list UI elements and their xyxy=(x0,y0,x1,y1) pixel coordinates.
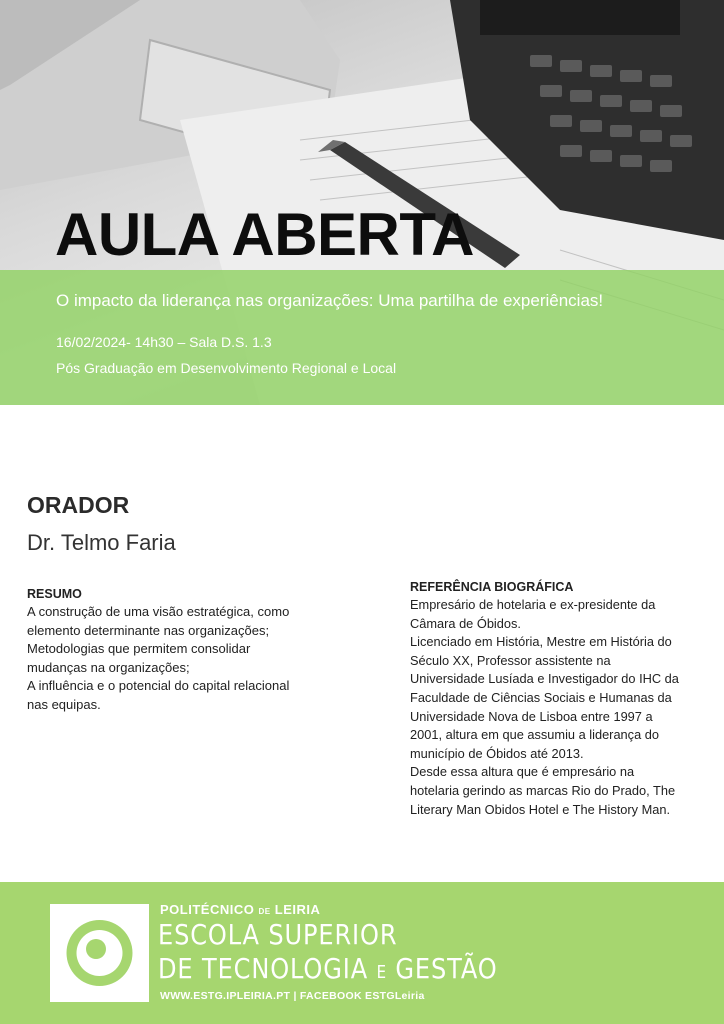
school-links: WWW.ESTG.IPLEIRIA.PT | FACEBOOK ESTGLeiria xyxy=(160,990,425,1002)
bio-line: 2001, altura em que assumiu a liderança do xyxy=(410,727,659,743)
bio-line: Desde essa altura que é empresário na xyxy=(410,764,635,780)
speaker-heading: ORADOR xyxy=(27,492,130,518)
footer xyxy=(0,882,724,1024)
bio-line: Universidade Lusíada e Investigador do IHC da xyxy=(410,671,679,687)
bio-line: hotelaria gerindo as marcas Rio do Prado, The xyxy=(410,782,676,798)
institution-name-part: LEIRIA xyxy=(274,902,321,917)
institution-name-part: POLITÉCNICO xyxy=(160,902,255,917)
speaker-name: Dr. Telmo Faria xyxy=(27,530,176,555)
circle-logo-icon xyxy=(50,904,149,1002)
event-subtitle: O impacto da liderança nas organizações: Uma partilha de experiências! xyxy=(56,291,604,310)
summary-line: elemento determinante nas organizações; xyxy=(27,622,270,638)
bio-line: Faculdade de Ciências Sociais e Humanas da xyxy=(410,689,672,705)
summary-section xyxy=(27,587,357,715)
bio-section xyxy=(410,580,710,819)
summary-title: RESUMO xyxy=(27,587,82,601)
bio-title: REFERÊNCIA BIOGRÁFICA xyxy=(410,580,574,594)
summary-line: A influência e o potencial do capital relacional xyxy=(27,678,290,694)
institution-name-part: DE xyxy=(258,907,271,916)
school-name-line2 xyxy=(158,952,498,985)
bio-line: Licenciado em História, Mestre em História do xyxy=(410,634,672,650)
bio-line: Literary Man Obidos Hotel e The History Man. xyxy=(410,801,671,817)
bio-text xyxy=(410,596,710,819)
bio-line: Empresário de hotelaria e ex-presidente da xyxy=(410,597,656,612)
event-program: Pós Graduação em Desenvolvimento Regional e Local xyxy=(56,360,397,376)
bio-line: Universidade Nova de Lisboa entre 1997 a xyxy=(410,708,653,724)
school-logo xyxy=(50,904,149,1002)
summary-text xyxy=(27,603,357,715)
event-date-location: 16/02/2024- 14h30 – Sala D.S. 1.3 xyxy=(56,334,272,350)
school-name-part: DE xyxy=(158,952,194,985)
school-name-line1: ESCOLA SUPERIOR xyxy=(158,918,398,951)
school-name-part: TECNOLOGIA xyxy=(202,952,369,985)
bio-line: Câmara de Óbidos. xyxy=(410,615,521,631)
summary-line: mudanças na organizações; xyxy=(27,659,190,675)
bio-line: município de Óbidos até 2013. xyxy=(410,745,584,761)
institution-name xyxy=(160,902,320,917)
school-name-part: E xyxy=(376,963,387,983)
bio-line: Século XX, Professor assistente na xyxy=(410,652,611,668)
event-title: AULA ABERTA xyxy=(55,201,474,268)
summary-line: Metodologias que permitem consolidar xyxy=(27,641,251,657)
school-name-part: GESTÃO xyxy=(395,952,498,985)
summary-line: A construção de uma visão estratégica, como xyxy=(27,604,290,619)
hero-banner xyxy=(0,0,724,405)
summary-line: nas equipas. xyxy=(27,696,101,712)
